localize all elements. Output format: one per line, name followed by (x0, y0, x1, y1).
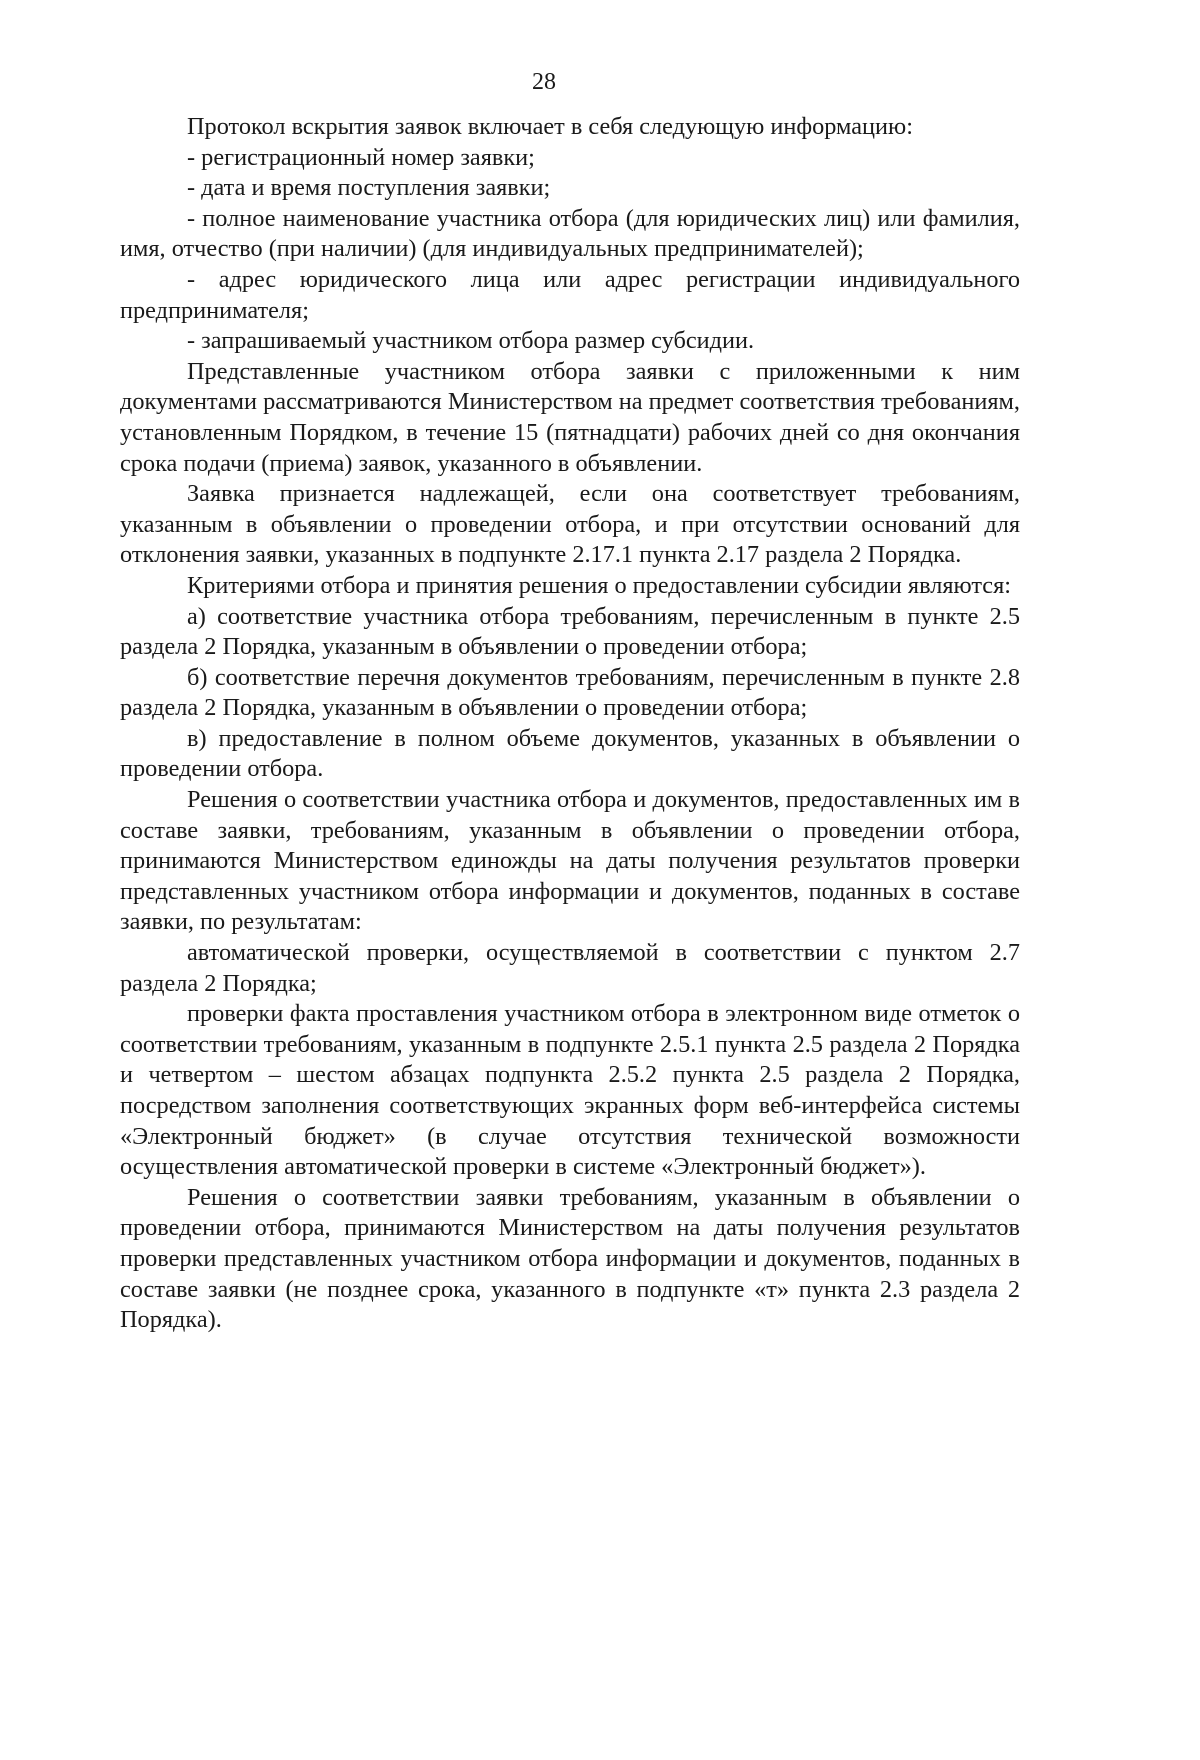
list-item-subsidy-amount: - запрашиваемый участником отбора размер субсидии. (187, 327, 755, 355)
criteria-item-c: в) предоставление в полном объеме документов, указанных в объявлении о проведении отбора. (120, 724, 1020, 783)
paragraph-protocol-intro: Протокол вскрытия заявок включает в себя следующую информацию: (187, 113, 913, 140)
paragraph-proper-application: Заявка признается надлежащей, если она соответствует требованиям, указанным в объявлении о проведении отбора, и при отсутствии оснований для отклонения заявки, указанных в подпункте 2.17.1 пункта 2.17 раздела 2 Порядка. (120, 480, 1020, 569)
document-body (120, 112, 1020, 1336)
list-item-full-name: - полное наименование участника отбора (для юридических лиц) или фамилия, имя, отчество (при наличии) (для индивидуальных предпринимателей); (120, 204, 1020, 263)
paragraph-decisions-participant: Решения о соответствии участника отбора и документов, предоставленных им в составе заявки, требованиям, указанным в объявлении о проведении отбора, принимаются Министерством единожды на даты получения результатов проверки представленных участником отбора информации и документов, поданных в составе заявки, по результатам: (120, 786, 1020, 936)
paragraph-automatic-check: автоматической проверки, осуществляемой в соответствии с пунктом 2.7 раздела 2 Порядка; (120, 939, 1020, 997)
list-item-registration-number: - регистрационный номер заявки; (187, 143, 535, 171)
list-item-address: - адрес юридического лица или адрес регистрации индивидуального предпринимателя; (120, 265, 1020, 324)
paragraph-criteria: Критериями отбора и принятия решения о предоставлении субсидии являются: (187, 571, 1012, 599)
paragraph-review-period: Представленные участником отбора заявки с приложенными к ним документами рассматриваются Министерством на предмет соответствия требованиям, установленным Порядком, в течение 15 (пятнадцати) рабочих дней со дня окончания срока подачи (приема) заявок, указанного в объявлении. (120, 357, 1020, 477)
paragraph-decisions-application: Решения о соответствии заявки требованиям, указанным в объявлении о проведении отбора, принимаются Министерством на даты получения результатов проверки представленных участником отбора информации и документов, поданных в составе заявки (не позднее срока, указанного в подпункте «т» пункта 2.3 раздела 2 Порядка). (120, 1183, 1020, 1334)
list-item-date-time: - дата и время поступления заявки; (187, 174, 551, 202)
criteria-item-a: а) соответствие участника отбора требованиям, перечисленным в пункте 2.5 раздела 2 Порядка, указанным в объявлении о проведении отбора; (120, 602, 1020, 661)
page-number: 28 (532, 69, 556, 95)
paragraph-manual-check: проверки факта проставления участником отбора в электронном виде отметок о соответствии требованиям, указанным в подпункте 2.5.1 пункта 2.5 раздела 2 Порядка и четвертом – шестом абзацах подпункта 2.5.2 пункта 2.5 раздела 2 Порядка, посредством заполнения соответствующих экранных форм веб-интерфейса системы «Электронный бюджет» (в случае отсутствия технической возможности осуществления автоматической проверки в системе «Электронный бюджет»). (120, 1000, 1020, 1181)
criteria-item-b: б) соответствие перечня документов требованиям, перечисленным в пункте 2.8 раздела 2 Порядка, указанным в объявлении о проведении отбора; (120, 663, 1020, 722)
